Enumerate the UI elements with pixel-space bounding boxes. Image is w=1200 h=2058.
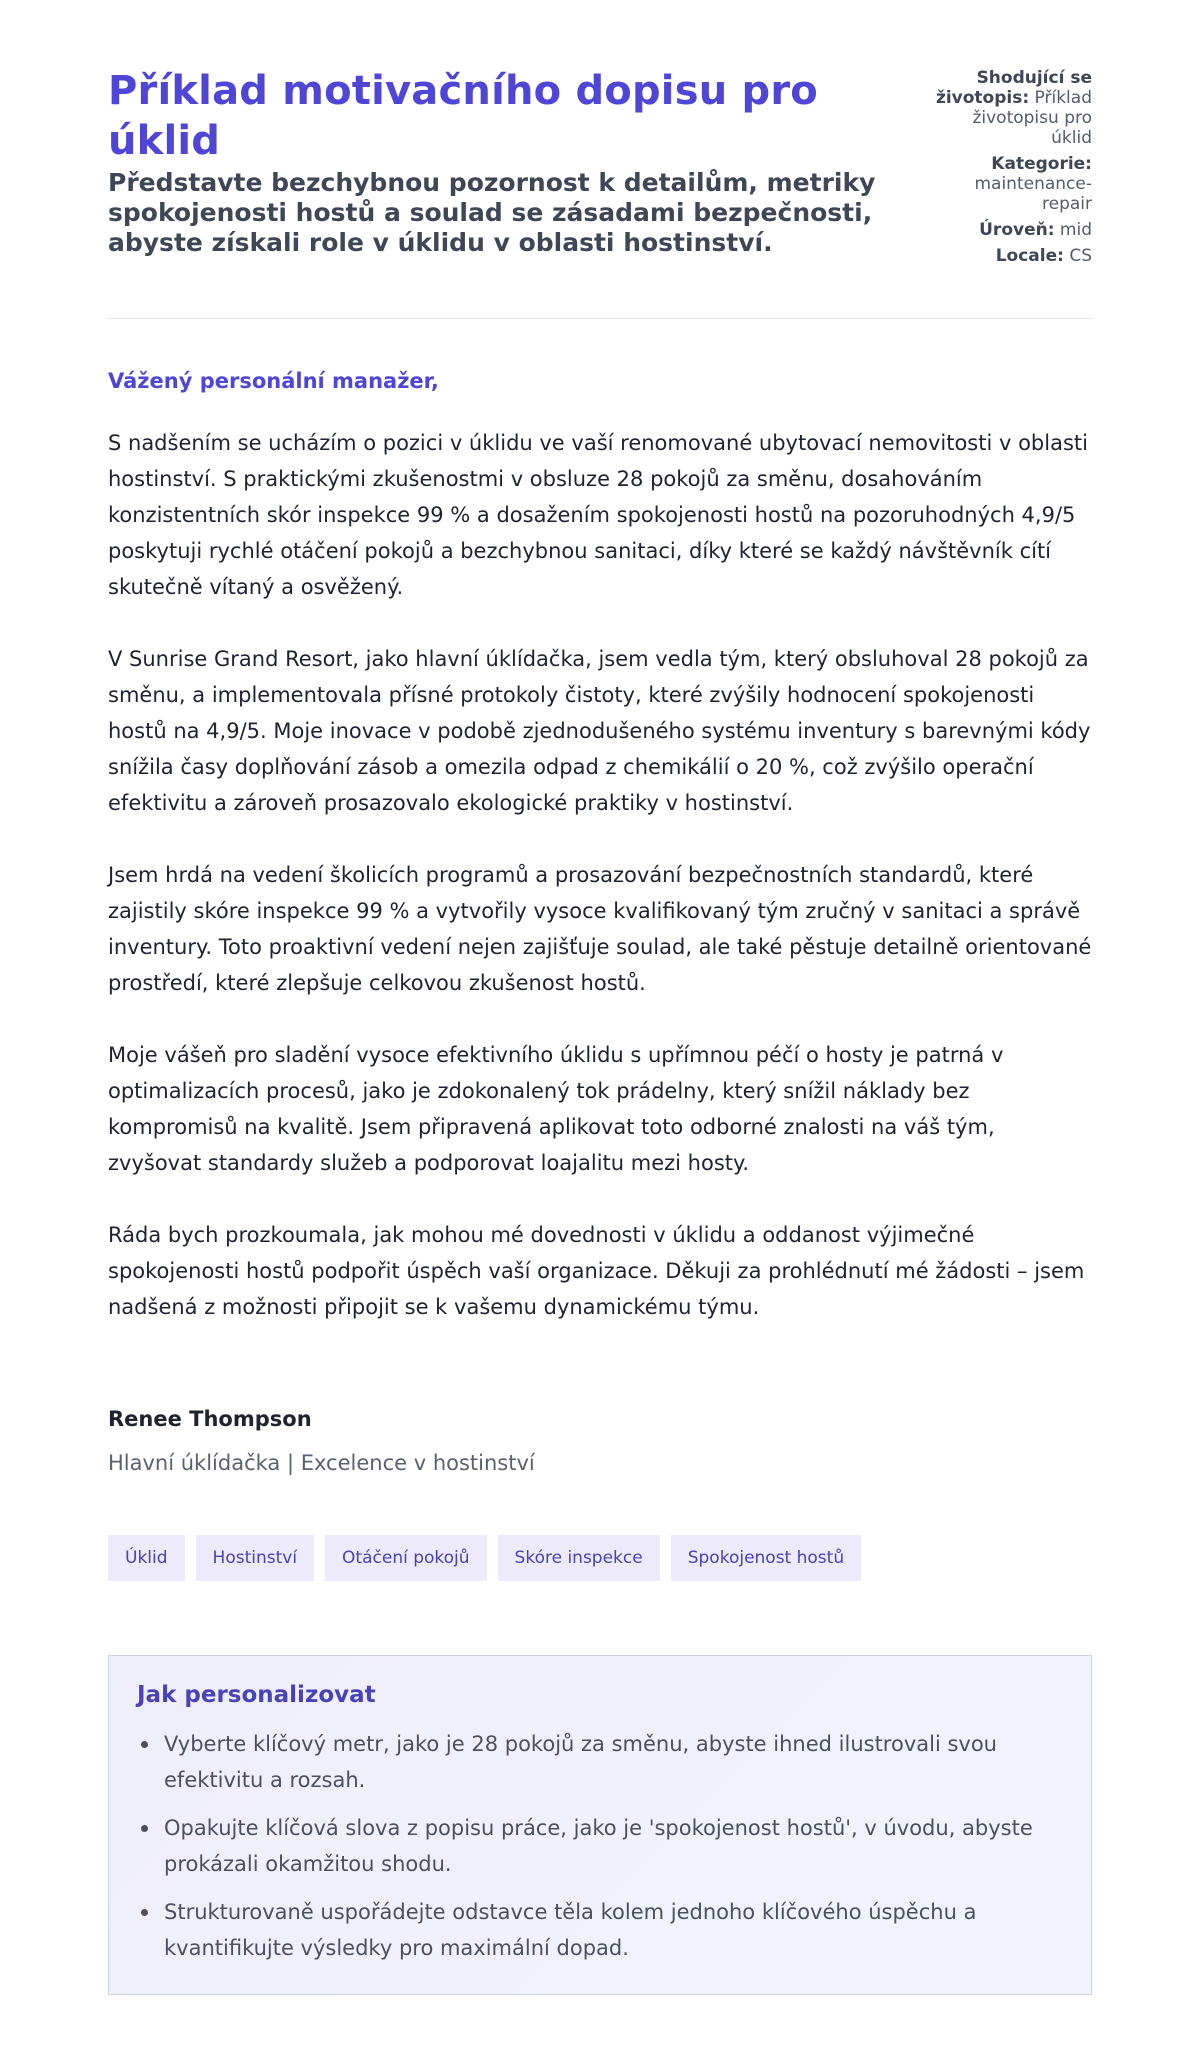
letter-greeting: Vážený personální manažer, — [108, 369, 439, 393]
meta-locale-key: Locale: — [995, 246, 1064, 266]
tag-otaceni-pokoju[interactable]: Otáčení pokojů — [325, 1535, 487, 1581]
meta-locale — [932, 246, 1092, 266]
meta-resume — [932, 68, 1092, 148]
tag-skore-inspekce[interactable]: Skóre inspekce — [498, 1535, 660, 1581]
tips-title: Jak personalizovat — [137, 1682, 376, 1708]
meta-level — [932, 220, 1092, 240]
tip-item: Vyberte klíčový metr, jako je 28 pokojů za směnu, abyste ihned ilustrovali svou efektivitu a rozsah. — [137, 1726, 1063, 1798]
document-header — [108, 66, 1092, 319]
meta-level-key: Úroveň: — [979, 220, 1055, 240]
tips-list — [137, 1726, 1063, 1966]
meta-category-value: maintenance-repair — [974, 174, 1092, 214]
signature-title: Hlavní úklídačka | Excelence v hostinství — [108, 1451, 535, 1475]
personalization-tips — [108, 1655, 1092, 1995]
letter-paragraph: Ráda bych prozkoumala, jak mohou mé dovednosti v úklidu a oddanost výjimečné spokojenosti hostů podpořit úspěch vaší organizace. Děkuji za prohlédnutí mé žádosti – jsem nadšená z možnosti připojit se k vašemu dynamickému týmu. — [108, 1223, 1085, 1319]
letter-paragraph: S nadšením se ucházím o pozici v úklidu ve vaší renomované ubytovací nemovitosti v oblasti hostinství. S praktickými zkušenostmi v obsluze 28 pokojů za směnu, dosahováním konzistentních skór inspekce 99 % a dosažením spokojenosti hostů na pozoruhodných 4,9/5 poskytuji rychlé otáčení pokojů a bezchybnou sanitaci, díky které se každý návštěvník cítí skutečně vítaný a osvěžený. — [108, 431, 1088, 599]
letter-paragraph: Jsem hrdá na vedení školicích programů a prosazování bezpečnostních standardů, které zajistily skóre inspekce 99 % a vytvořily vysoce kvalifikovaný tým zručný v sanitaci a správě inventury. Toto proaktivní vedení nejen zajišťuje soulad, ale také pěstuje detailně orientované prostředí, které zlepšuje celkovou zkušenost hostů. — [108, 863, 1092, 995]
tip-item: Opakujte klíčová slova z popisu práce, jako je 'spokojenost hostů', v úvodu, abyste prokázali okamžitou shodu. — [137, 1810, 1063, 1882]
letter-paragraph: V Sunrise Grand Resort, jako hlavní úklídačka, jsem vedla tým, který obsluhoval 28 pokojů za směnu, a implementovala přísné protokoly čistoty, které zvýšily hodnocení spokojenosti hostů na 4,9/5. Moje inovace v podobě zjednodušeného systému inventury s barevnými kódy snížila časy doplňování zásob a omezila odpad z chemikálií o 20 %, což zvýšilo operační efektivitu a zároveň prosazovalo ekologické praktiky v hostinství. — [108, 647, 1091, 815]
tag-hostinstvi[interactable]: Hostinství — [196, 1535, 315, 1581]
meta-category-key: Kategorie: — [991, 154, 1092, 174]
signature-name: Renee Thompson — [108, 1407, 312, 1431]
signature-block — [108, 1407, 1092, 1475]
tip-item: Strukturovaně uspořádejte odstavce těla kolem jednoho klíčového úspěchu a kvantifikujte výsledky pro maximální dopad. — [137, 1894, 1063, 1966]
meta-level-value: mid — [1059, 220, 1092, 240]
metadata-panel — [932, 66, 1092, 272]
tag-uklid[interactable]: Úklid — [108, 1535, 185, 1581]
meta-resume-key: Shodující se životopis: — [935, 68, 1092, 108]
meta-category — [932, 154, 1092, 214]
tag-spokojenost-hostu[interactable]: Spokojenost hostů — [671, 1535, 861, 1581]
meta-locale-value: CS — [1069, 246, 1092, 266]
page-subtitle: Představte bezchybnou pozornost k detailům, metriky spokojenosti hostů a soulad se zásadami bezpečnosti, abyste získali role v úklidu v oblasti hostinství. — [108, 168, 876, 257]
page-title: Příklad motivačního dopisu pro úklid — [108, 68, 818, 164]
letter-paragraph: Moje vášeň pro sladění vysoce efektivního úklidu s upřímnou péčí o hosty je patrná v optimalizacích procesů, jako je zdokonalený tok prádelny, který snížil náklady bez kompromisů na kvalitě. Jsem připravená aplikovat toto odborné znalosti na váš tým, zvyšovat standardy služeb a podporovat loajalitu mezi hosty. — [108, 1043, 1004, 1175]
header-titles — [108, 66, 918, 258]
tag-list — [108, 1535, 1092, 1581]
meta-resume-value: Příklad životopisu pro úklid — [972, 88, 1092, 148]
letter-body — [108, 369, 1092, 1475]
